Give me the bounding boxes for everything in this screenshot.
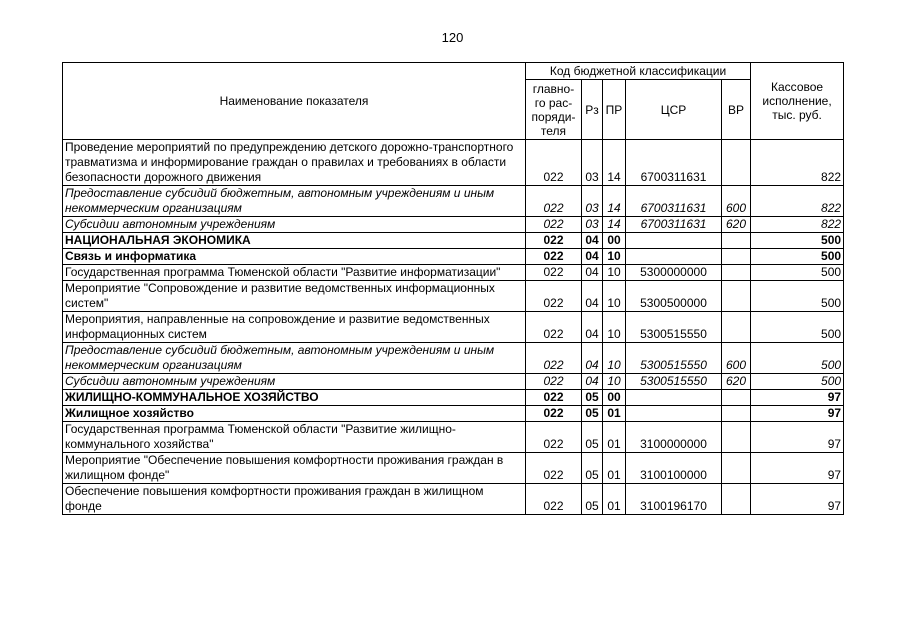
cell-rz: 05 [582, 390, 603, 406]
cell-sum: 97 [751, 484, 844, 515]
cell-glavn: 022 [526, 281, 582, 312]
header-glavn: главно-го рас-поряди-теля [526, 80, 582, 140]
cell-vr [722, 249, 751, 265]
cell-vr [722, 484, 751, 515]
table-row [63, 186, 844, 217]
cell-rz: 04 [582, 265, 603, 281]
cell-pr: 01 [603, 453, 626, 484]
cell-glavn: 022 [526, 186, 582, 217]
header-vr: ВР [722, 80, 751, 140]
cell-sum: 500 [751, 343, 844, 374]
cell-glavn: 022 [526, 233, 582, 249]
cell-pr: 14 [603, 217, 626, 233]
cell-glavn: 022 [526, 484, 582, 515]
cell-sum: 500 [751, 374, 844, 390]
cell-vr: 620 [722, 374, 751, 390]
cell-pr: 10 [603, 374, 626, 390]
cell-sum: 97 [751, 453, 844, 484]
table-row [63, 217, 844, 233]
table-row [63, 374, 844, 390]
cell-csr [626, 233, 722, 249]
cell-pr: 10 [603, 249, 626, 265]
cell-name: Предоставление субсидий бюджетным, автономным учреждениям и иным некоммерческим организациям [63, 186, 526, 217]
cell-name: Субсидии автономным учреждениям [63, 217, 526, 233]
table-row [63, 422, 844, 453]
table-row [63, 249, 844, 265]
cell-csr: 5300515550 [626, 343, 722, 374]
cell-rz: 03 [582, 186, 603, 217]
cell-vr [722, 265, 751, 281]
cell-name: Мероприятие "Сопровождение и развитие ведомственных информационных систем" [63, 281, 526, 312]
cell-csr: 6700311631 [626, 140, 722, 186]
cell-glavn: 022 [526, 312, 582, 343]
cell-csr: 5300500000 [626, 281, 722, 312]
cell-rz: 05 [582, 406, 603, 422]
cell-rz: 04 [582, 312, 603, 343]
table-row [63, 390, 844, 406]
cell-vr [722, 281, 751, 312]
cell-name: Предоставление субсидий бюджетным, автономным учреждениям и иным некоммерческим организациям [63, 343, 526, 374]
cell-name: Жилищное хозяйство [63, 406, 526, 422]
cell-glavn: 022 [526, 343, 582, 374]
cell-sum: 500 [751, 312, 844, 343]
table-row [63, 312, 844, 343]
page-number: 120 [441, 30, 464, 45]
cell-rz: 04 [582, 233, 603, 249]
table-row [63, 406, 844, 422]
cell-csr: 3100000000 [626, 422, 722, 453]
cell-pr: 00 [603, 390, 626, 406]
table-row [63, 140, 844, 186]
cell-sum: 822 [751, 186, 844, 217]
cell-pr: 10 [603, 265, 626, 281]
cell-rz: 04 [582, 343, 603, 374]
cell-pr: 01 [603, 422, 626, 453]
table-row [63, 343, 844, 374]
cell-pr: 14 [603, 140, 626, 186]
cell-vr: 620 [722, 217, 751, 233]
header-pr: ПР [603, 80, 626, 140]
cell-pr: 10 [603, 281, 626, 312]
cell-csr: 6700311631 [626, 217, 722, 233]
cell-sum: 500 [751, 281, 844, 312]
table-body [63, 140, 844, 515]
cell-glavn: 022 [526, 265, 582, 281]
cell-sum: 822 [751, 217, 844, 233]
cell-glavn: 022 [526, 390, 582, 406]
cell-vr [722, 453, 751, 484]
cell-csr: 5300515550 [626, 312, 722, 343]
cell-name: Мероприятия, направленные на сопровождение и развитие ведомственных информационных систем [63, 312, 526, 343]
cell-vr [722, 422, 751, 453]
cell-name: ЖИЛИЩНО-КОММУНАЛЬНОЕ ХОЗЯЙСТВО [63, 390, 526, 406]
cell-rz: 03 [582, 140, 603, 186]
header-code-group: Код бюджетной классификации [526, 63, 751, 80]
cell-sum: 822 [751, 140, 844, 186]
cell-rz: 05 [582, 484, 603, 515]
cell-vr: 600 [722, 186, 751, 217]
cell-glavn: 022 [526, 422, 582, 453]
cell-csr [626, 249, 722, 265]
cell-rz: 05 [582, 422, 603, 453]
table-row [63, 484, 844, 515]
cell-glavn: 022 [526, 374, 582, 390]
table-row [63, 453, 844, 484]
cell-name: Государственная программа Тюменской области "Развитие жилищно-коммунального хозяйства" [63, 422, 526, 453]
cell-csr: 5300000000 [626, 265, 722, 281]
table-row [63, 265, 844, 281]
cell-name: Обеспечение повышения комфортности проживания граждан в жилищном фонде [63, 484, 526, 515]
cell-vr [722, 312, 751, 343]
header-name: Наименование показателя [63, 63, 526, 140]
cell-pr: 14 [603, 186, 626, 217]
cell-sum: 500 [751, 249, 844, 265]
cell-rz: 03 [582, 217, 603, 233]
cell-rz: 04 [582, 374, 603, 390]
cell-name: Связь и информатика [63, 249, 526, 265]
cell-csr [626, 406, 722, 422]
budget-table [62, 62, 844, 515]
cell-rz: 04 [582, 249, 603, 265]
cell-sum: 500 [751, 265, 844, 281]
cell-csr: 5300515550 [626, 374, 722, 390]
table-row [63, 281, 844, 312]
cell-pr: 10 [603, 343, 626, 374]
cell-glavn: 022 [526, 406, 582, 422]
cell-name: Государственная программа Тюменской области "Развитие информатизации" [63, 265, 526, 281]
cell-rz: 04 [582, 281, 603, 312]
cell-vr: 600 [722, 343, 751, 374]
cell-glavn: 022 [526, 217, 582, 233]
cell-glavn: 022 [526, 140, 582, 186]
cell-glavn: 022 [526, 453, 582, 484]
cell-vr [722, 406, 751, 422]
cell-pr: 01 [603, 484, 626, 515]
cell-pr: 00 [603, 233, 626, 249]
cell-csr: 6700311631 [626, 186, 722, 217]
cell-vr [722, 233, 751, 249]
cell-glavn: 022 [526, 249, 582, 265]
table-row [63, 233, 844, 249]
cell-csr: 3100100000 [626, 453, 722, 484]
cell-pr: 01 [603, 406, 626, 422]
cell-sum: 97 [751, 406, 844, 422]
cell-sum: 97 [751, 390, 844, 406]
table-header [63, 63, 844, 140]
cell-name: Мероприятие "Обеспечение повышения комфортности проживания граждан в жилищном фонде" [63, 453, 526, 484]
cell-rz: 05 [582, 453, 603, 484]
cell-name: Субсидии автономным учреждениям [63, 374, 526, 390]
header-rz: Рз [582, 80, 603, 140]
cell-name: Проведение мероприятий по предупреждению детского дорожно-транспортного травматизма и информирование граждан о правилах и требованиях в области безопасности дорожного движения [63, 140, 526, 186]
header-csr: ЦСР [626, 80, 722, 140]
cell-sum: 97 [751, 422, 844, 453]
cell-vr [722, 390, 751, 406]
cell-sum: 500 [751, 233, 844, 249]
cell-csr: 3100196170 [626, 484, 722, 515]
cell-name: НАЦИОНАЛЬНАЯ ЭКОНОМИКА [63, 233, 526, 249]
cell-pr: 10 [603, 312, 626, 343]
cell-vr [722, 140, 751, 186]
header-sum: Кассовое исполнение, тыс. руб. [751, 63, 844, 140]
cell-csr [626, 390, 722, 406]
